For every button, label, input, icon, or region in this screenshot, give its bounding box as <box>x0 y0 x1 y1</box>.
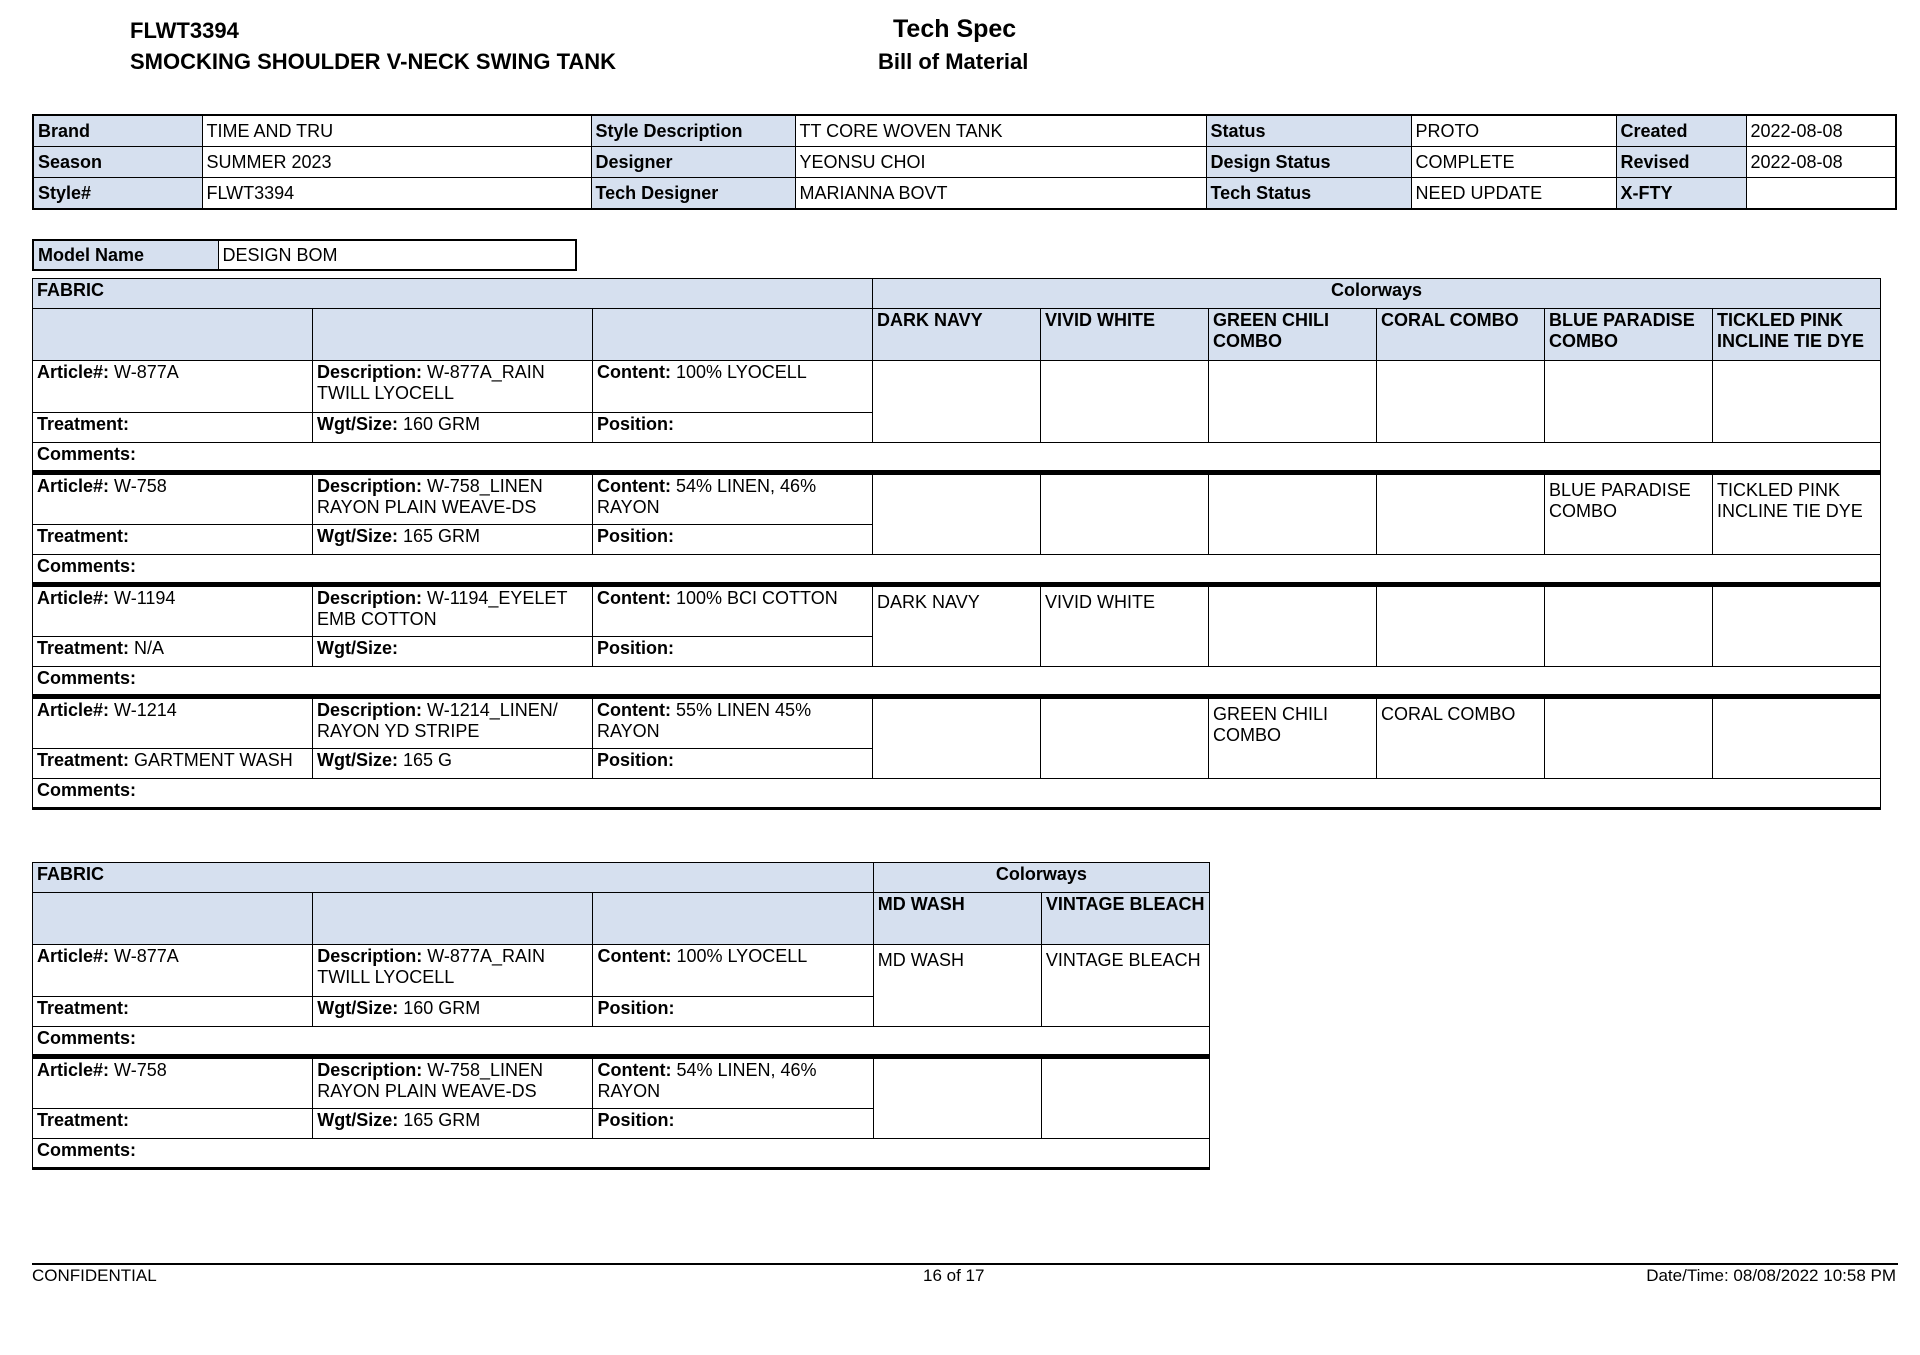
fabric-header-blank <box>33 893 313 945</box>
design-status-label: Design Status <box>1206 147 1411 178</box>
description-cell <box>313 473 593 525</box>
colorway-cell <box>1377 361 1545 443</box>
colorway-cell <box>1041 697 1209 779</box>
content-cell <box>593 361 873 413</box>
fabric-header-blank <box>593 893 873 945</box>
description-cell <box>313 945 593 997</box>
wgt-size-cell-value: 165 G <box>403 750 453 770</box>
wgt-size-cell <box>313 1109 593 1139</box>
description-cell-value: W-877A_RAIN TWILL LYOCELL <box>317 946 545 987</box>
description-cell-label: Description: <box>317 588 423 608</box>
position-cell <box>593 525 873 555</box>
created-value: 2022-08-08 <box>1746 115 1896 147</box>
content-cell <box>593 585 873 637</box>
content-cell-label: Content: <box>597 476 671 496</box>
colorway-cell <box>1209 473 1377 555</box>
colorway-header: BLUE PARADISE COMBO <box>1545 309 1713 361</box>
wgt-size-cell-label: Wgt/Size: <box>317 638 398 658</box>
colorway-cell <box>1041 473 1209 555</box>
style-info-table <box>32 114 1897 210</box>
description-cell-value: W-1214_LINEN/ RAYON YD STRIPE <box>317 700 558 741</box>
wgt-size-cell-label: Wgt/Size: <box>317 750 398 770</box>
colorway-cell <box>1713 697 1881 779</box>
position-cell <box>593 997 873 1027</box>
content-cell <box>593 1057 873 1109</box>
wgt-size-cell-value: 160 GRM <box>403 998 481 1018</box>
content-cell-value: 100% LYOCELL <box>676 946 808 966</box>
colorway-cell: CORAL COMBO <box>1377 697 1545 779</box>
model-name-table <box>32 239 577 271</box>
content-cell-value: 54% LINEN, 46% RAYON <box>597 476 817 517</box>
description-cell <box>313 361 593 413</box>
model-name-label: Model Name <box>33 240 218 270</box>
comments-row: Comments: <box>33 443 1881 473</box>
style-number: FLWT3394 <box>130 18 239 43</box>
comments-row: Comments: <box>33 1139 1210 1169</box>
fabric-header-blank <box>593 309 873 361</box>
colorways-heading: Colorways <box>873 279 1881 309</box>
colorway-cell: DARK NAVY <box>873 585 1041 667</box>
content-cell-value: 55% LINEN 45% RAYON <box>597 700 812 741</box>
position-cell-label: Position: <box>597 638 674 658</box>
colorway-header: VINTAGE BLEACH <box>1041 893 1209 945</box>
xfty-value <box>1746 178 1896 210</box>
description-cell <box>313 697 593 749</box>
treatment-cell <box>33 749 313 779</box>
description-cell-label: Description: <box>317 1060 423 1080</box>
article-cell-label: Article#: <box>37 1060 110 1080</box>
position-cell <box>593 1109 873 1139</box>
article-cell <box>33 585 313 637</box>
content-cell <box>593 473 873 525</box>
style-number-label: Style# <box>33 178 202 210</box>
colorway-cell <box>1377 473 1545 555</box>
colorway-header: VIVID WHITE <box>1041 309 1209 361</box>
colorway-header: TICKLED PINK INCLINE TIE DYE <box>1713 309 1881 361</box>
wgt-size-cell <box>313 525 593 555</box>
treatment-cell-label: Treatment: <box>37 1110 130 1130</box>
footer-page-number: 16 of 17 <box>923 1266 985 1285</box>
style-description-label: Style Description <box>591 115 795 147</box>
description-cell <box>313 585 593 637</box>
colorway-cell <box>873 473 1041 555</box>
article-cell-label: Article#: <box>37 362 110 382</box>
colorway-header: CORAL COMBO <box>1377 309 1545 361</box>
comments-row: Comments: <box>33 1027 1210 1057</box>
position-cell-label: Position: <box>597 1110 675 1130</box>
article-cell-value: W-877A <box>114 946 179 966</box>
fabric-heading: FABRIC <box>33 863 874 893</box>
tech-status-value: NEED UPDATE <box>1411 178 1616 210</box>
colorway-cell <box>873 1057 1041 1139</box>
tech-designer-value: MARIANNA BOVT <box>795 178 1206 210</box>
description-cell-label: Description: <box>317 362 423 382</box>
content-cell-label: Content: <box>597 700 671 720</box>
article-cell <box>33 1057 313 1109</box>
content-cell-value: 54% LINEN, 46% RAYON <box>597 1060 817 1101</box>
comments-row: Comments: <box>33 555 1881 585</box>
wgt-size-cell-value: 160 GRM <box>403 414 481 434</box>
fabric-header-blank <box>33 309 313 361</box>
article-cell-label: Article#: <box>37 946 110 966</box>
wgt-size-cell-label: Wgt/Size: <box>317 414 398 434</box>
fabric-header-blank <box>313 893 593 945</box>
wgt-size-cell-value: 165 GRM <box>403 526 481 546</box>
treatment-cell-value: N/A <box>134 638 165 658</box>
colorway-cell <box>1377 585 1545 667</box>
article-cell-value: W-1194 <box>114 588 176 608</box>
wgt-size-cell-label: Wgt/Size: <box>317 998 399 1018</box>
created-label: Created <box>1616 115 1746 147</box>
description-cell-label: Description: <box>317 700 423 720</box>
colorway-cell <box>1041 1057 1209 1139</box>
position-cell-label: Position: <box>597 750 674 770</box>
colorway-cell: GREEN CHILI COMBO <box>1209 697 1377 779</box>
colorway-cell: VINTAGE BLEACH <box>1041 945 1209 1027</box>
revised-label: Revised <box>1616 147 1746 178</box>
tech-status-label: Tech Status <box>1206 178 1411 210</box>
style-name: SMOCKING SHOULDER V-NECK SWING TANK <box>130 49 617 74</box>
wgt-size-cell-label: Wgt/Size: <box>317 526 398 546</box>
position-cell <box>593 413 873 443</box>
model-name-value: DESIGN BOM <box>218 240 576 270</box>
brand-value: TIME AND TRU <box>202 115 591 147</box>
footer-confidential: CONFIDENTIAL <box>32 1266 157 1285</box>
status-label: Status <box>1206 115 1411 147</box>
content-cell-value: 100% BCI COTTON <box>676 588 838 608</box>
treatment-cell-label: Treatment: <box>37 414 130 434</box>
fabric-heading: FABRIC <box>33 279 873 309</box>
revised-value: 2022-08-08 <box>1746 147 1896 178</box>
bom-table-2 <box>32 862 1210 1170</box>
colorway-cell <box>1713 361 1881 443</box>
description-cell-value: W-758_LINEN RAYON PLAIN WEAVE-DS <box>317 476 543 517</box>
doc-title: Tech Spec <box>893 15 1017 43</box>
article-cell-label: Article#: <box>37 700 110 720</box>
article-cell <box>33 361 313 413</box>
fabric-header-blank <box>313 309 593 361</box>
footer-datetime: Date/Time: 08/08/2022 10:58 PM <box>1646 1266 1896 1285</box>
doc-subtitle: Bill of Material <box>878 49 1029 74</box>
colorway-cell: TICKLED PINK INCLINE TIE DYE <box>1713 473 1881 555</box>
article-cell <box>33 945 313 997</box>
colorway-cell <box>873 361 1041 443</box>
article-cell-value: W-758 <box>114 1060 167 1080</box>
comments-row: Comments: <box>33 667 1881 697</box>
content-cell-value: 100% LYOCELL <box>676 362 807 382</box>
treatment-cell-label: Treatment: <box>37 750 130 770</box>
description-cell <box>313 1057 593 1109</box>
style-description-value: TT CORE WOVEN TANK <box>795 115 1206 147</box>
treatment-cell <box>33 637 313 667</box>
treatment-cell-label: Treatment: <box>37 998 130 1018</box>
brand-label: Brand <box>33 115 202 147</box>
article-cell-value: W-1214 <box>114 700 177 720</box>
article-cell-value: W-877A <box>114 362 179 382</box>
content-cell-label: Content: <box>597 1060 672 1080</box>
colorway-cell <box>1209 361 1377 443</box>
footer-rule <box>32 1263 1898 1265</box>
treatment-cell-label: Treatment: <box>37 526 130 546</box>
article-cell-value: W-758 <box>114 476 167 496</box>
season-label: Season <box>33 147 202 178</box>
colorway-cell <box>1713 585 1881 667</box>
position-cell <box>593 637 873 667</box>
xfty-label: X-FTY <box>1616 178 1746 210</box>
colorway-cell <box>1041 361 1209 443</box>
treatment-cell <box>33 997 313 1027</box>
colorway-cell <box>1209 585 1377 667</box>
treatment-cell-label: Treatment: <box>37 638 130 658</box>
wgt-size-cell <box>313 997 593 1027</box>
colorway-cell: MD WASH <box>873 945 1041 1027</box>
colorways-heading: Colorways <box>873 863 1209 893</box>
colorway-cell <box>1545 585 1713 667</box>
wgt-size-cell <box>313 637 593 667</box>
description-cell-label: Description: <box>317 946 423 966</box>
colorway-header: DARK NAVY <box>873 309 1041 361</box>
design-status-value: COMPLETE <box>1411 147 1616 178</box>
treatment-cell <box>33 413 313 443</box>
status-value: PROTO <box>1411 115 1616 147</box>
wgt-size-cell <box>313 749 593 779</box>
treatment-cell <box>33 1109 313 1139</box>
designer-label: Designer <box>591 147 795 178</box>
content-cell-label: Content: <box>597 362 671 382</box>
content-cell <box>593 945 873 997</box>
position-cell-label: Position: <box>597 414 674 434</box>
description-cell-value: W-1194_EYELET EMB COTTON <box>317 588 568 629</box>
style-number-value: FLWT3394 <box>202 178 591 210</box>
colorway-cell <box>1545 697 1713 779</box>
content-cell <box>593 697 873 749</box>
colorway-cell: BLUE PARADISE COMBO <box>1545 473 1713 555</box>
position-cell <box>593 749 873 779</box>
wgt-size-cell-label: Wgt/Size: <box>317 1110 399 1130</box>
description-cell-value: W-758_LINEN RAYON PLAIN WEAVE-DS <box>317 1060 543 1101</box>
position-cell-label: Position: <box>597 998 675 1018</box>
comments-row: Comments: <box>33 779 1881 809</box>
article-cell-label: Article#: <box>37 476 110 496</box>
article-cell <box>33 697 313 749</box>
colorway-header: GREEN CHILI COMBO <box>1209 309 1377 361</box>
season-value: SUMMER 2023 <box>202 147 591 178</box>
colorway-cell <box>873 697 1041 779</box>
colorway-cell <box>1545 361 1713 443</box>
description-cell-value: W-877A_RAIN TWILL LYOCELL <box>317 362 545 403</box>
content-cell-label: Content: <box>597 946 672 966</box>
colorway-cell: VIVID WHITE <box>1041 585 1209 667</box>
description-cell-label: Description: <box>317 476 423 496</box>
colorway-header: MD WASH <box>873 893 1041 945</box>
designer-value: YEONSU CHOI <box>795 147 1206 178</box>
bom-table-1 <box>32 278 1881 810</box>
article-cell <box>33 473 313 525</box>
position-cell-label: Position: <box>597 526 674 546</box>
treatment-cell <box>33 525 313 555</box>
wgt-size-cell <box>313 413 593 443</box>
article-cell-label: Article#: <box>37 588 110 608</box>
content-cell-label: Content: <box>597 588 671 608</box>
wgt-size-cell-value: 165 GRM <box>403 1110 481 1130</box>
tech-designer-label: Tech Designer <box>591 178 795 210</box>
treatment-cell-value: GARTMENT WASH <box>134 750 293 770</box>
